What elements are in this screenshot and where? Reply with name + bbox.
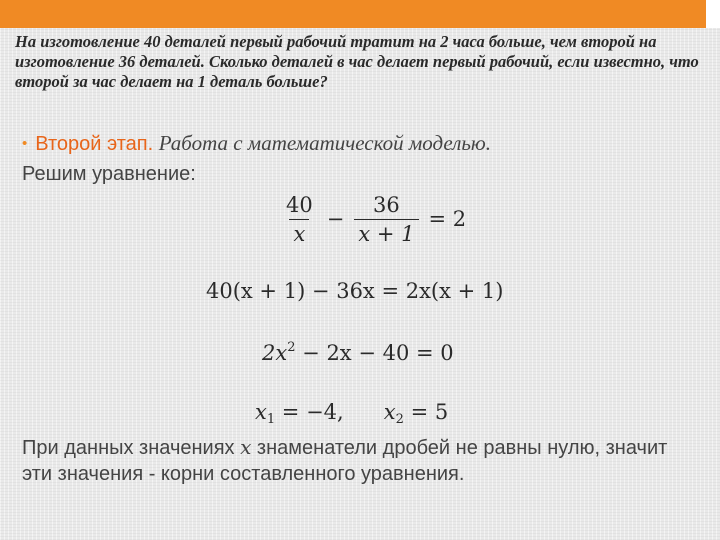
- root-2-name: x: [383, 400, 396, 424]
- fraction-1-denominator: x: [289, 219, 309, 246]
- fraction-1: [282, 193, 317, 246]
- equation-quadratic: $2x^2 - 2x - 40 = 0$: [262, 340, 454, 365]
- fraction-2: [354, 193, 418, 246]
- stage-heading: [22, 131, 491, 156]
- stage-label: Второй этап.: [35, 133, 154, 155]
- fraction-2-denominator: x + 1: [354, 219, 418, 246]
- equation-fractions: [278, 190, 472, 248]
- conclusion-text: При данных значениях x знаменатели дробей не равны нулю, значит эти значения - корни составленного уравнения.: [22, 435, 668, 485]
- equation-roots: $x_1 = -4$, $x_2 = 5$: [255, 400, 449, 427]
- equation-1-rhs: = 2: [428, 207, 467, 231]
- root-1-name: x: [255, 400, 267, 424]
- top-bar-notch: [706, 0, 720, 28]
- equation-expanded: 40(x + 1) − 36x = 2x(x + 1): [206, 279, 504, 303]
- fraction-2-numerator: 36: [373, 192, 400, 217]
- bullet-icon: •: [22, 135, 28, 152]
- stage-description: Работа с математической моделью.: [158, 131, 491, 155]
- minus-sign: −: [326, 207, 345, 231]
- problem-statement: На изготовление 40 деталей первый рабочий тратит на 2 часа больше, чем второй на изготовление 36 деталей. Сколько деталей в час делает первый рабочий, если известно, что второй за час делает на 1 деталь больше?: [15, 32, 699, 91]
- solve-label: Решим уравнение:: [22, 163, 196, 185]
- top-accent-bar: [0, 0, 720, 28]
- fraction-1-numerator: 40: [286, 192, 313, 217]
